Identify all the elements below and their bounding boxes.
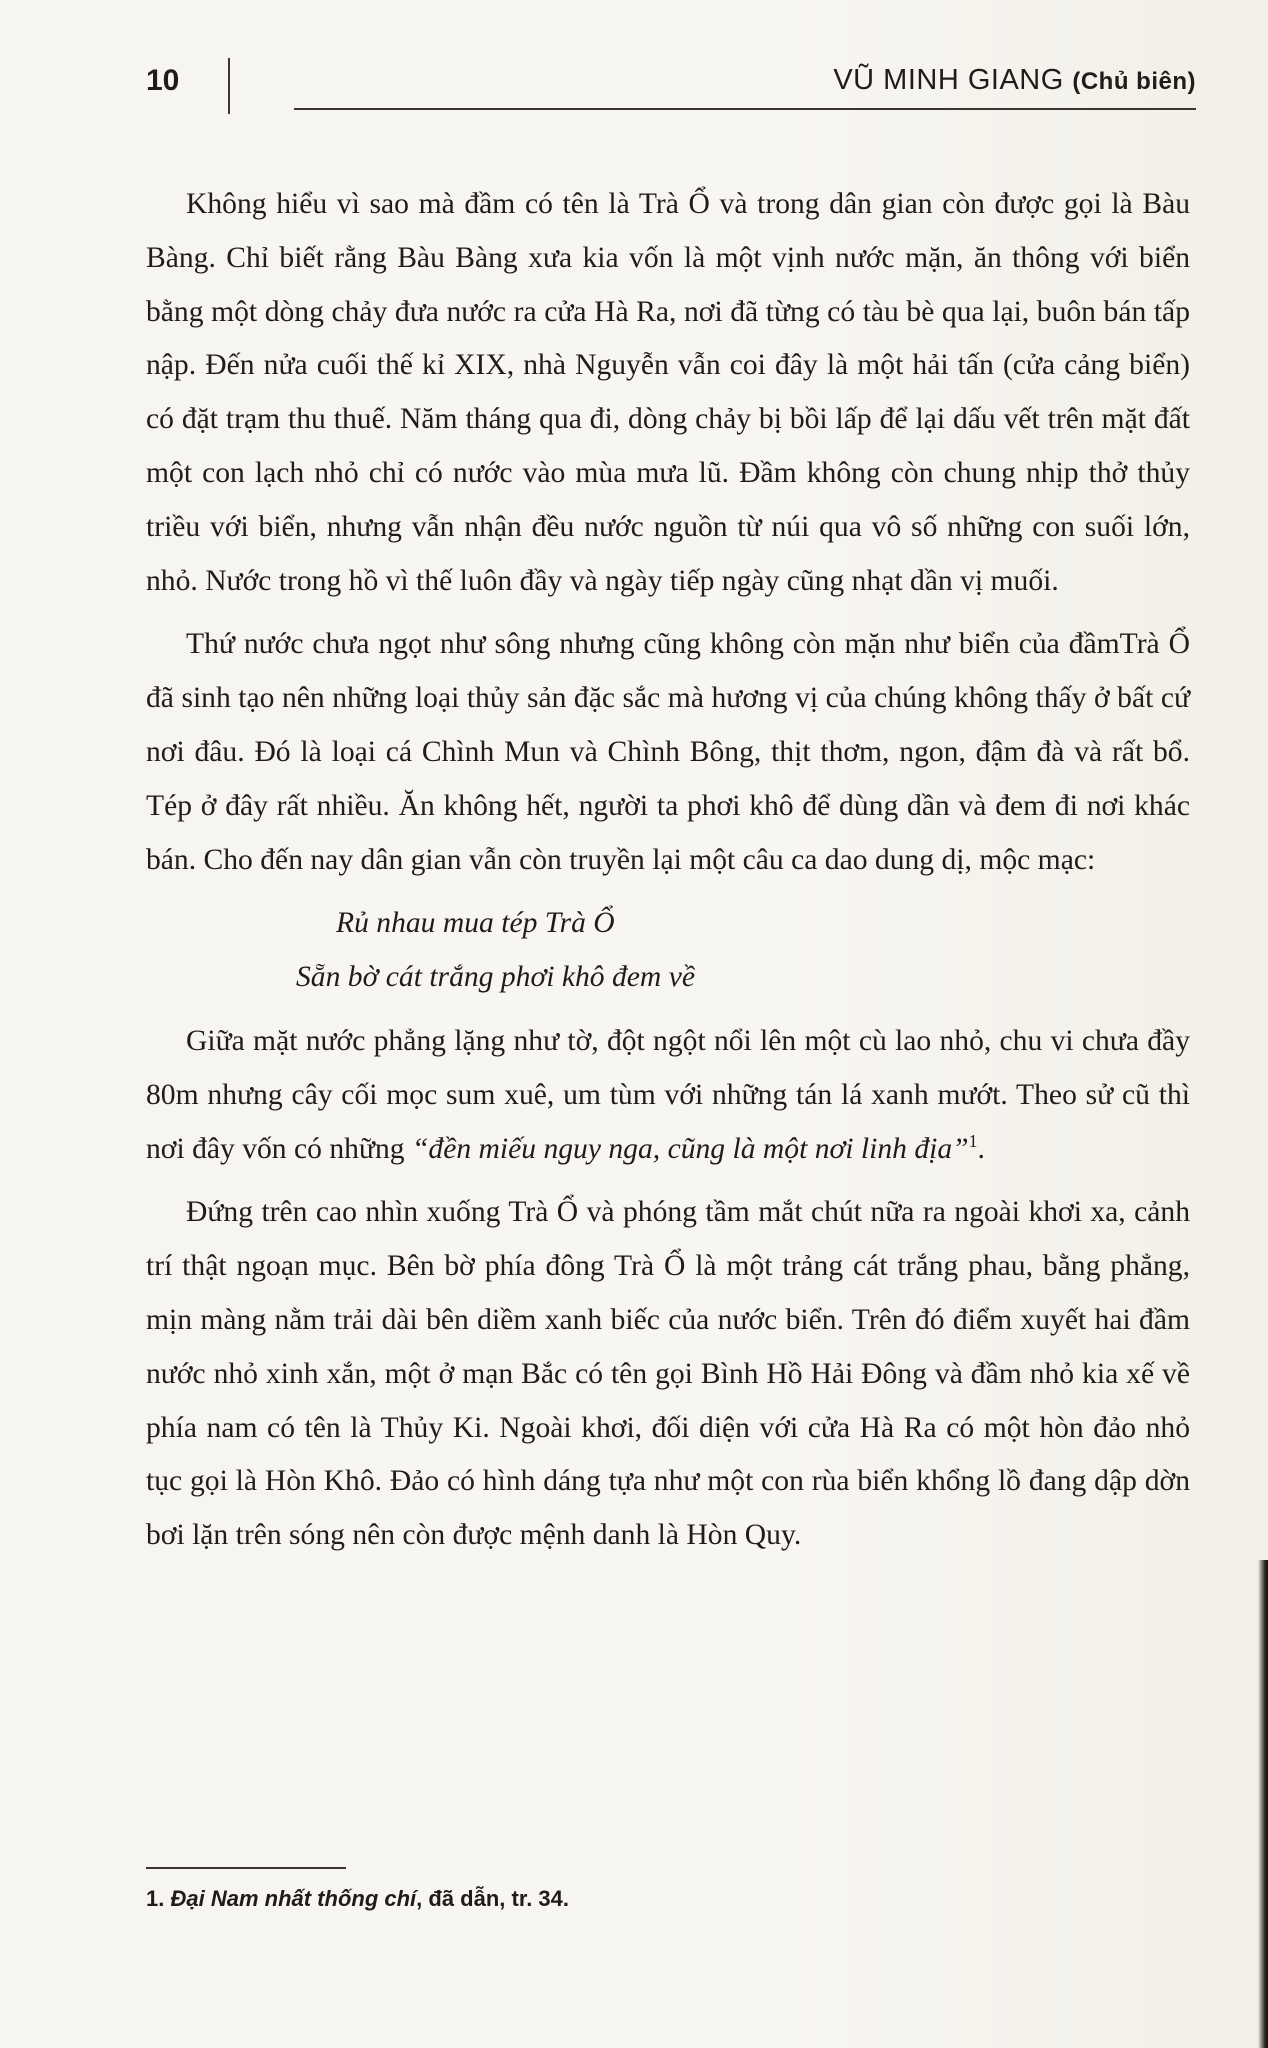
paragraph-4: Đứng trên cao nhìn xuống Trà Ổ và phóng tầm mắt chút nữa ra ngoài khơi xa, cảnh trí thật ngoạn mục. Bên bờ phía đông Trà Ổ là một trảng cát trắng phau, bằng phẳng, mịn màng nằm trải dài bên diềm xanh biếc của nước biển. Trên đó điểm xuyết hai đầm nước nhỏ xinh xắn, một ở mạn Bắc có tên gọi Bình Hồ Hải Đông và đầm nhỏ kia xế về phía nam có tên là Thủy Ki. Ngoài khơi, đối diện với cửa Hà Ra có một hòn đảo nhỏ tục gọi là Hòn Khô. Đảo có hình dáng tựa như một con rùa biển khổng lồ đang dập dờn bơi lặn trên sóng nên còn được mệnh danh là Hòn Quy. (146, 1196, 1190, 1552)
paragraph-1: Không hiểu vì sao mà đầm có tên là Trà Ổ và trong dân gian còn được gọi là Bàu Bàng. Chỉ biết rằng Bàu Bàng xưa kia vốn là một vịnh nước mặn, ăn thông với biển bằng một dòng chảy đưa nước ra cửa Hà Ra, nơi đã từng có tàu bè qua lại, buôn bán tấp nập. Đến nửa cuối thế kỉ XIX, nhà Nguyễn vẫn coi đây là một hải tấn (cửa cảng biển) có đặt trạm thu thuế. Năm tháng qua đi, dòng chảy bị bồi lấp để lại dấu vết trên mặt đất một con lạch nhỏ chỉ có nước vào mùa mưa lũ. Đầm không còn chung nhịp thở thủy triều với biển, nhưng vẫn nhận đều nước nguồn từ núi qua vô số những con suối lớn, nhỏ. Nước trong hồ vì thế luôn đầy và ngày tiếp ngày cũng nhạt dần vị muối. (146, 188, 1190, 597)
paragraph-3-quote: “đền miếu nguy nga, cũng là một nơi linh địa” (411, 1132, 969, 1165)
footnote-number: 1. (146, 1886, 165, 1911)
paragraph-3-end: . (977, 1132, 985, 1165)
footnote (146, 1886, 569, 1912)
verse-line-2: Sẵn bờ cát trắng phơi khô đem về (296, 961, 695, 994)
folk-verse (146, 897, 1190, 1005)
body-text (146, 178, 1190, 1573)
header-author (833, 64, 1196, 97)
footnote-ref[interactable]: 1 (968, 1130, 978, 1151)
verse-line-1: Rủ nhau mua tép Trà Ổ (336, 907, 615, 940)
header-rule (294, 108, 1196, 110)
paragraph-3-text: Giữa mặt nước phẳng lặng như tờ, đột ngột nổi lên một cù lao nhỏ, chu vi chưa đầy 80m nhưng cây cối mọc sum xuê, um tùm với những tán lá xanh mướt. Theo sử cũ thì nơi đây vốn có những (146, 1024, 1190, 1165)
page-edge-shadow (1258, 1560, 1268, 2048)
footnote-book-title: Đại Nam nhất thống chí (170, 1886, 417, 1911)
author-name: VŨ MINH GIANG (833, 64, 1064, 96)
footnote-citation: , đã dẫn, tr. 34. (416, 1886, 570, 1911)
author-role: (Chủ biên) (1072, 68, 1196, 95)
paragraph-3 (146, 1015, 1190, 1176)
running-header (146, 58, 1196, 118)
footnote-rule (146, 1867, 346, 1869)
header-divider (228, 58, 230, 114)
paragraph-2: Thứ nước chưa ngọt như sông nhưng cũng không còn mặn như biển của đầmTrà Ổ đã sinh tạo nên những loại thủy sản đặc sắc mà hương vị của chúng không thấy ở bất cứ nơi đâu. Đó là loại cá Chình Mun và Chình Bông, thịt thơm, ngon, đậm đà và rất bổ. Tép ở đây rất nhiều. Ăn không hết, người ta phơi khô để dùng dần và đem đi nơi khác bán. Cho đến nay dân gian vẫn còn truyền lại một câu ca dao dung dị, mộc mạc: (146, 628, 1190, 876)
page-number: 10 (146, 64, 180, 97)
